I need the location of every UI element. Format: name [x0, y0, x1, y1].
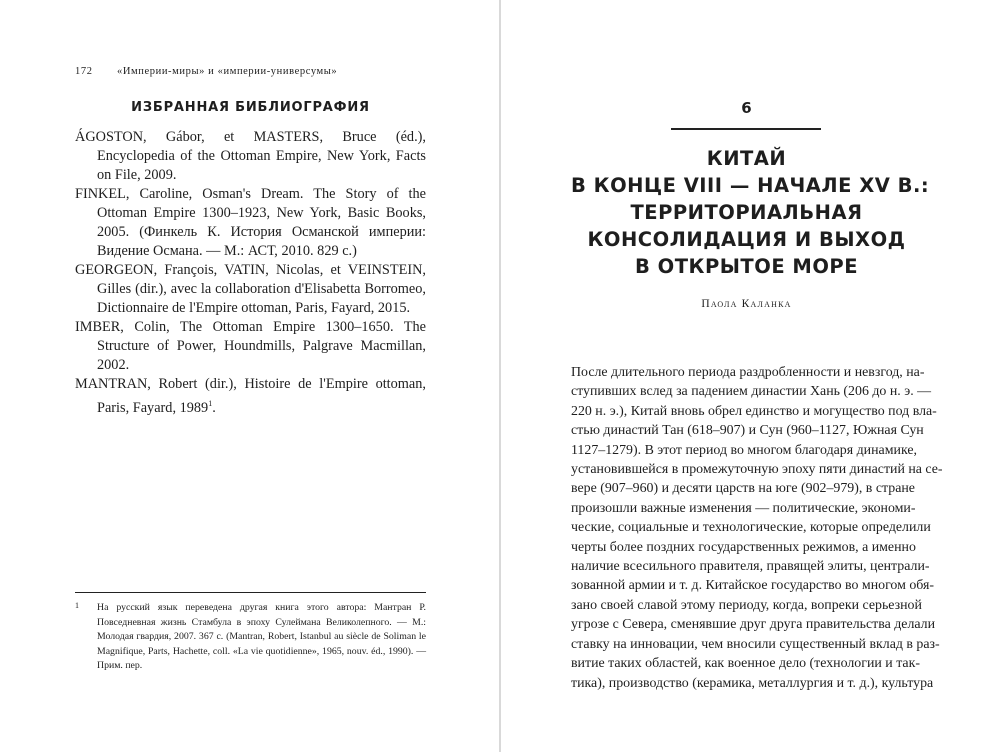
body-line: витие таких областей, как военное дело (технологии и так- [571, 656, 920, 672]
body-line: вере (907–960) и десяти царств на юге (902–979), в стране [571, 481, 915, 497]
body-line: угрозе с Севера, сменявшие друг друга правительства делали [571, 617, 936, 633]
bibliography-entry-text: MANTRAN, Robert (dir.), Histoire de l'Empire ottoman, Paris, Fayard, 1989 [75, 376, 426, 416]
footnote-mark: 1 [75, 601, 79, 610]
bibliography-entry: FINKEL, Caroline, Osman's Dream. The Story of the Ottoman Empire 1300–1923, New York, Basic Books, 2005. (Финкель К. История Османской империи: Видение Османа. — М.: АСТ, 2010. 829 с.) [75, 186, 426, 259]
body-text [571, 363, 943, 693]
running-head [75, 66, 435, 77]
body-line: произошли важные изменения — политические, экономи- [571, 500, 916, 516]
body-line: зано своей славой этому периоду, когда, вопреки серьезной [571, 597, 922, 613]
body-line: черты более поздних государственных режимов, а именно [571, 539, 916, 555]
body-line: ческие, социальные и технологические, которые определили [571, 520, 931, 536]
footnote-text: На русский язык переведена другая книга этого автора: Мантран Р. Повседневная жизнь Стамбула в эпоху Сулеймана Великолепного. — М.: Молодая гвардия, 2007. 367 с. (Mantran, Robert, Istanbul au siècle de Soliman le Magnifique, Parts, Hachette, coll. «La vie quotidienne», 1965, nouv. éd., 1990). — Прим. пер. [97, 602, 426, 672]
bibliography-heading: ИЗБРАННАЯ БИБЛИОГРАФИЯ [131, 100, 370, 115]
body-line: установившейся в промежуточную эпоху пяти династий на се- [571, 462, 943, 478]
body-line: ставку на инновации, чем вносили существенный вклад в раз- [571, 636, 940, 652]
footnote-rule [75, 592, 426, 593]
body-line: зованной армии и т. д. Китайское государство во многом обя- [571, 578, 935, 594]
body-line: наличие всесильного правителя, правящей элиты, централи- [571, 559, 930, 575]
page-number: 172 [75, 66, 93, 77]
bibliography-list [75, 128, 426, 418]
bibliography-entry: IMBER, Colin, The Ottoman Empire 1300–1650. The Structure of Power, Houndmills, Palgrave Macmillan, 2002. [75, 319, 426, 373]
body-line: стью династий Тан (618–907) и Сун (960–1127, Южная Сун [571, 423, 924, 439]
body-line: тика), производство (керамика, металлургия и т. д.), культура [571, 675, 934, 691]
body-line: ступивших вслед за падением династии Хань (206 до н. э. — [571, 384, 932, 400]
body-line: 220 н. э.), Китай вновь обрел единство и могущество под вла- [571, 403, 937, 419]
chapter-number: 6 [741, 99, 752, 117]
body-line: 1127–1279). В этот период во многом благодаря динамике, [571, 442, 917, 458]
chapter-author: Паола Каланка [701, 298, 792, 310]
body-line: После длительного периода раздробленности и невзгод, на- [571, 365, 925, 380]
chapter-rule [671, 128, 821, 130]
bibliography-entry: ÁGOSTON, Gábor, et MASTERS, Bruce (éd.), Encyclopedia of the Ottoman Empire, New York, Facts on File, 2009. [75, 129, 426, 183]
running-head-title: «Империи-миры» и «империи-универсумы» [117, 66, 338, 77]
chapter-title-line: КИТАЙ [706, 147, 787, 170]
chapter-title-line: КОНСОЛИДАЦИЯ И ВЫХОД [587, 228, 906, 251]
chapter-title-line: ТЕРРИТОРИАЛЬНАЯ [630, 201, 863, 224]
chapter-title-line: В КОНЦЕ VIII — НАЧАЛЕ XV В.: [571, 174, 930, 197]
chapter-title-line: В ОТКРЫТОЕ МОРЕ [634, 255, 859, 278]
chapter-title [571, 145, 930, 280]
bibliography-entry-last: MANTRAN, Robert (dir.), Histoire de l'Empire ottoman, Paris, Fayard, 1989$^1$. [75, 376, 426, 416]
footnote-reference: 1 [208, 399, 213, 408]
bibliography-entry: GEORGEON, François, VATIN, Nicolas, et VEINSTEIN, Gilles (dir.), avec la collaboration d'Elisabetta Borromeo, Dictionnaire de l'Empire ottoman, Paris, Fayard, 2015. [75, 262, 426, 316]
footnote [75, 601, 426, 674]
